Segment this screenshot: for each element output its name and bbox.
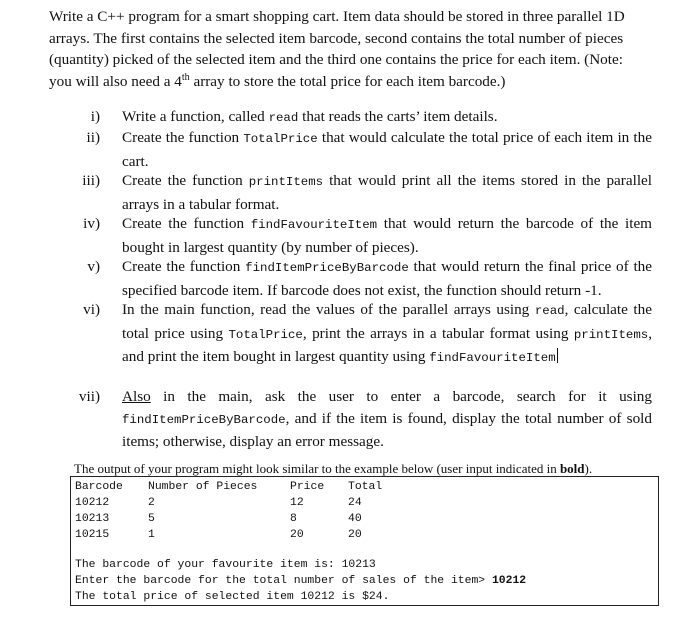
sample-output-box bbox=[70, 476, 659, 606]
item-number: vii) bbox=[78, 388, 100, 405]
cell-pieces: 2 bbox=[148, 497, 155, 509]
text-cursor bbox=[557, 348, 558, 363]
output-caption bbox=[74, 461, 592, 477]
cell-total: 24 bbox=[348, 497, 362, 509]
result-line: The total price of selected item 10212 is $24. bbox=[75, 591, 390, 603]
cell-pieces: 5 bbox=[148, 513, 155, 525]
item-text: Create the function bbox=[122, 215, 251, 232]
item-text: that would calculate the total price of each item in the cart. bbox=[122, 129, 652, 170]
problem-statement bbox=[49, 6, 649, 92]
item-text: , and print the item bought in largest quantity using bbox=[122, 324, 652, 366]
item-text: In the main function, read the values of the parallel arrays using bbox=[122, 301, 535, 318]
item-text: in the main, ask the user to enter a barcode, search for it using bbox=[150, 388, 652, 405]
cell-total: 20 bbox=[348, 529, 362, 541]
caption-bold: bold bbox=[559, 461, 585, 476]
cell-barcode: 10215 bbox=[75, 529, 110, 541]
item-text: Create the function bbox=[122, 172, 249, 189]
cell-price: 20 bbox=[290, 529, 304, 541]
cell-pieces: 1 bbox=[148, 529, 155, 541]
code-finditempricebybarcode: findItemPriceByBarcode bbox=[245, 261, 409, 275]
item-number: iv) bbox=[83, 215, 100, 232]
code-findfavouriteitem: findFavouriteItem bbox=[250, 218, 378, 232]
cell-barcode: 10213 bbox=[75, 513, 110, 525]
item-number: iii) bbox=[82, 172, 100, 189]
header-barcode: Barcode bbox=[75, 481, 123, 493]
header-pieces: Number of Pieces bbox=[148, 481, 258, 493]
item-text: Create the function bbox=[122, 129, 244, 146]
code-printitems: printItems bbox=[248, 175, 324, 189]
superscript: th bbox=[181, 71, 190, 83]
item-text: that would return the barcode of the item bought in largest quantity (by number of pieces). bbox=[122, 215, 652, 256]
cell-price: 12 bbox=[290, 497, 304, 509]
item-number: vi) bbox=[83, 301, 100, 318]
favourite-line: The barcode of your favourite item is: 10213 bbox=[75, 559, 376, 571]
prompt-line bbox=[75, 574, 526, 588]
cell-barcode: 10212 bbox=[75, 497, 110, 509]
statement-text-end: array to store the total price for each item barcode.) bbox=[189, 72, 506, 90]
caption-text-end: ). bbox=[584, 461, 593, 476]
item-text: that would print all the items stored in the parallel arrays in a tabular format. bbox=[122, 172, 652, 213]
code-findfavouriteitem: findFavouriteItem bbox=[429, 351, 556, 366]
item-text: , calculate the total price using bbox=[122, 301, 652, 342]
item-text: Create the function bbox=[122, 258, 246, 275]
item-text: that would return the final price of the specified barcode item. If barcode does not exist, the function should return -1. bbox=[122, 258, 653, 299]
item-number: ii) bbox=[86, 129, 100, 146]
header-total: Total bbox=[348, 481, 383, 493]
item-text: , print the arrays in a tabular format using bbox=[302, 324, 574, 342]
cell-total: 40 bbox=[348, 513, 362, 525]
cell-price: 8 bbox=[290, 513, 297, 525]
code-read: read bbox=[268, 111, 299, 125]
item-number: i) bbox=[90, 108, 100, 125]
user-input: 10212 bbox=[491, 575, 527, 587]
statement-text: Write a C++ program for a smart shopping cart. Item data should be stored in three parallel 1D arrays. The first contains the selected item barcode, second contains the total number of pieces (quantity) picked of the selected item and the third one contains the price for each item. (Note: you will also need a 4 bbox=[49, 8, 625, 90]
item-text: Write a function, called bbox=[122, 108, 269, 125]
code-read: read bbox=[534, 304, 565, 318]
code-totalprice: TotalPrice bbox=[243, 132, 318, 146]
header-price: Price bbox=[290, 481, 325, 493]
code-printitems: printItems bbox=[573, 327, 649, 342]
item-number: v) bbox=[87, 258, 100, 275]
item-text: that reads the carts’ item details. bbox=[298, 108, 498, 125]
caption-text: The output of your program might look similar to the example below (user input indicated in bbox=[74, 461, 560, 476]
code-totalprice: TotalPrice bbox=[228, 327, 303, 342]
underlined-word: Also bbox=[122, 388, 151, 405]
prompt-text: Enter the barcode for the total number of sales of the item> bbox=[75, 575, 492, 587]
item-text: , and if the item is found, display the total number of sold items; otherwise, display an error message. bbox=[122, 409, 652, 451]
code-finditempricebybarcode: findItemPriceByBarcode bbox=[122, 412, 286, 427]
